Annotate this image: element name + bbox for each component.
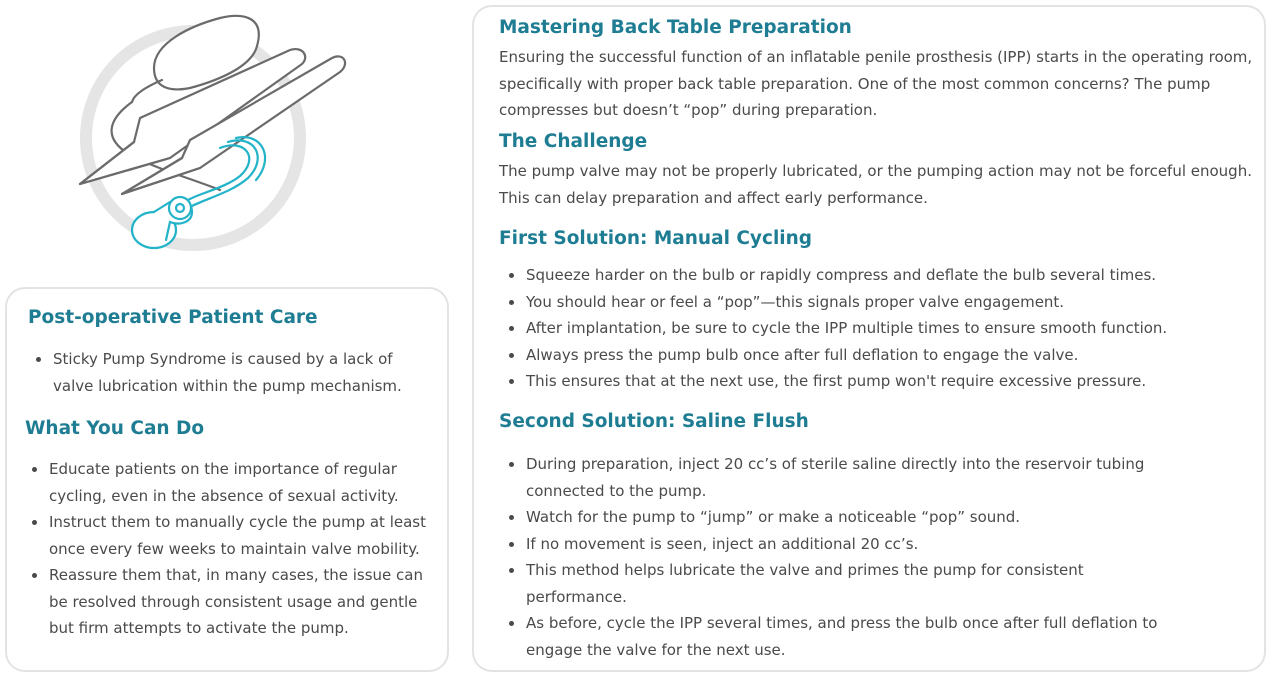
second-solution-list bbox=[502, 451, 1167, 663]
what-you-can-do-heading: What You Can Do bbox=[25, 418, 205, 439]
challenge-text: The pump valve may not be properly lubricated, or the pumping action may not be forceful enough. This can delay preparation and affect early performance. bbox=[499, 162, 1252, 207]
list-item: This method helps lubricate the valve and primes the pump for consistent performance. bbox=[502, 557, 1167, 610]
care-heading: Post-operative Patient Care bbox=[28, 307, 318, 328]
list-item: During preparation, inject 20 cc’s of sterile saline directly into the reservoir tubing connected to the pump. bbox=[502, 451, 1167, 504]
second-solution-heading: Second Solution: Saline Flush bbox=[499, 411, 809, 432]
first-solution-list bbox=[502, 262, 1252, 395]
challenge-heading: The Challenge bbox=[499, 131, 648, 152]
do-list bbox=[25, 456, 431, 642]
patient-care-card bbox=[5, 287, 449, 672]
list-item: Educate patients on the importance of regular cycling, even in the absence of sexual activity. bbox=[25, 456, 431, 509]
pump-valve-outer bbox=[169, 197, 191, 219]
back-table-card bbox=[472, 5, 1266, 672]
list-item: Always press the pump bulb once after full deflation to engage the valve. bbox=[502, 342, 1252, 369]
care-list bbox=[29, 346, 429, 399]
list-item: Sticky Pump Syndrome is caused by a lack of valve lubrication within the pump mechanism. bbox=[29, 346, 429, 399]
list-item: As before, cycle the IPP several times, and press the bulb once after full deflation to engage the valve for the next use. bbox=[502, 610, 1167, 663]
ipp-device-icon bbox=[70, 8, 360, 258]
list-item: You should hear or feel a “pop”—this signals proper valve engagement. bbox=[502, 289, 1252, 316]
reservoir-neck bbox=[132, 80, 162, 102]
first-solution-heading: First Solution: Manual Cycling bbox=[499, 228, 813, 249]
list-item: Watch for the pump to “jump” or make a noticeable “pop” sound. bbox=[502, 504, 1167, 531]
list-item: After implantation, be sure to cycle the IPP multiple times to ensure smooth function. bbox=[502, 315, 1252, 342]
list-item: This ensures that at the next use, the first pump won't require excessive pressure. bbox=[502, 368, 1252, 395]
list-item: If no movement is seen, inject an additional 20 cc’s. bbox=[502, 531, 1167, 558]
list-item: Instruct them to manually cycle the pump at least once every few weeks to maintain valve mobility. bbox=[25, 509, 431, 562]
list-item: Reassure them that, in many cases, the issue can be resolved through consistent usage and gentle but firm attempts to activate the pump. bbox=[25, 562, 431, 642]
mastering-text: Ensuring the successful function of an inflatable penile prosthesis (IPP) starts in the operating room, specifically with proper back table preparation. One of the most common concerns? The pump compresses but doesn’t “pop” during preparation. bbox=[499, 48, 1253, 119]
list-item: Squeeze harder on the bulb or rapidly compress and deflate the bulb several times. bbox=[502, 262, 1252, 289]
mastering-heading: Mastering Back Table Preparation bbox=[499, 17, 852, 38]
